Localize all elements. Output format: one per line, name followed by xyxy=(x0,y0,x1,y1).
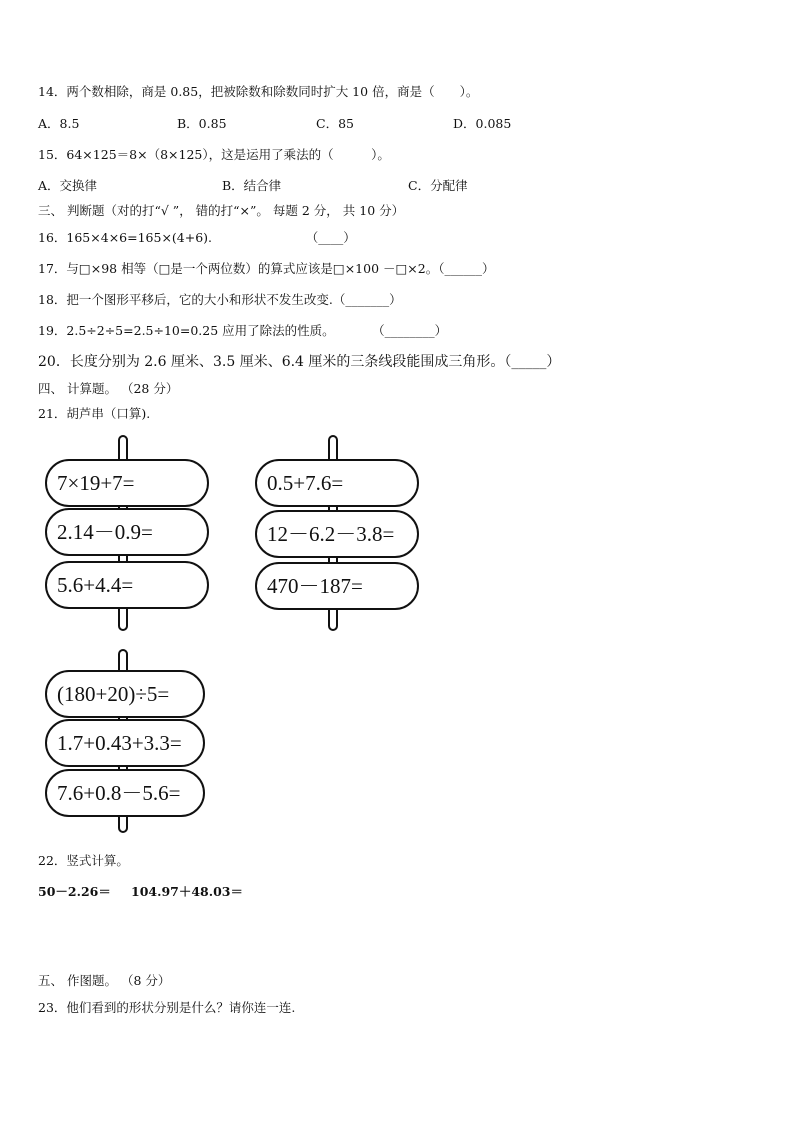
q14-option-a: A．8.5 xyxy=(38,116,80,131)
q15-option-c: C．分配律 xyxy=(408,178,468,193)
q22-expression-1: 50－2.26＝ xyxy=(38,884,111,899)
q14-option-c: C．85 xyxy=(316,116,354,131)
question-22: 22．竖式计算。 xyxy=(38,853,129,868)
q14-option-d: D．0.085 xyxy=(453,116,512,131)
question-23: 23．他们看到的形状分别是什么？请你连一连. xyxy=(38,1000,296,1015)
section-3-title: 三、 判断题（对的打“√ ”， 错的打“×”。 每题 2 分， 共 10 分） xyxy=(38,203,405,218)
kebab-3-expr-2: 1.7+0.43+3.3= xyxy=(45,719,205,767)
question-18: 18．把一个图形平移后，它的大小和形状不发生改变.（_______） xyxy=(38,292,402,307)
question-16: 16．165×4×6=165×(4+6). （____） xyxy=(38,230,356,245)
question-19: 19．2.5÷2÷5=2.5÷10=0.25 应用了除法的性质。 （________） xyxy=(38,323,448,338)
kebab-3-expr-3: 7.6+0.8－5.6= xyxy=(45,769,205,817)
kebab-1-expr-1: 7×19+7= xyxy=(45,459,209,507)
question-20: 20．长度分别为 2.6 厘米、3.5 厘米、6.4 厘米的三条线段能围成三角形。（_____） xyxy=(38,354,561,370)
question-14: 14．两个数相除，商是 0.85，把被除数和除数同时扩大 10 倍，商是（ ）。 xyxy=(38,84,479,99)
kebab-1-expr-2: 2.14－0.9= xyxy=(45,508,209,556)
question-15: 15．64×125＝8×（8×125），这是运用了乘法的（ ）。 xyxy=(38,147,390,162)
kebab-2-expr-2: 12－6.2－3.8= xyxy=(255,510,419,558)
q14-option-b: B．0.85 xyxy=(177,116,227,131)
question-21: 21．胡芦串（口算). xyxy=(38,406,151,421)
q15-option-a: A．交换律 xyxy=(38,178,98,193)
kebab-2-expr-1: 0.5+7.6= xyxy=(255,459,419,507)
kebab-3-expr-1: (180+20)÷5= xyxy=(45,670,205,718)
q15-option-b: B．结合律 xyxy=(222,178,282,193)
kebab-1-expr-3: 5.6+4.4= xyxy=(45,561,209,609)
question-17: 17．与□×98 相等（□是一个两位数）的算式应该是□×100 －□×2。（______） xyxy=(38,261,495,276)
section-5-title: 五、 作图题。 （8 分） xyxy=(38,973,171,988)
kebab-2-expr-3: 470－187= xyxy=(255,562,419,610)
q22-expression-2: 104.97＋48.03＝ xyxy=(131,884,243,899)
section-4-title: 四、 计算题。 （28 分） xyxy=(38,381,179,396)
